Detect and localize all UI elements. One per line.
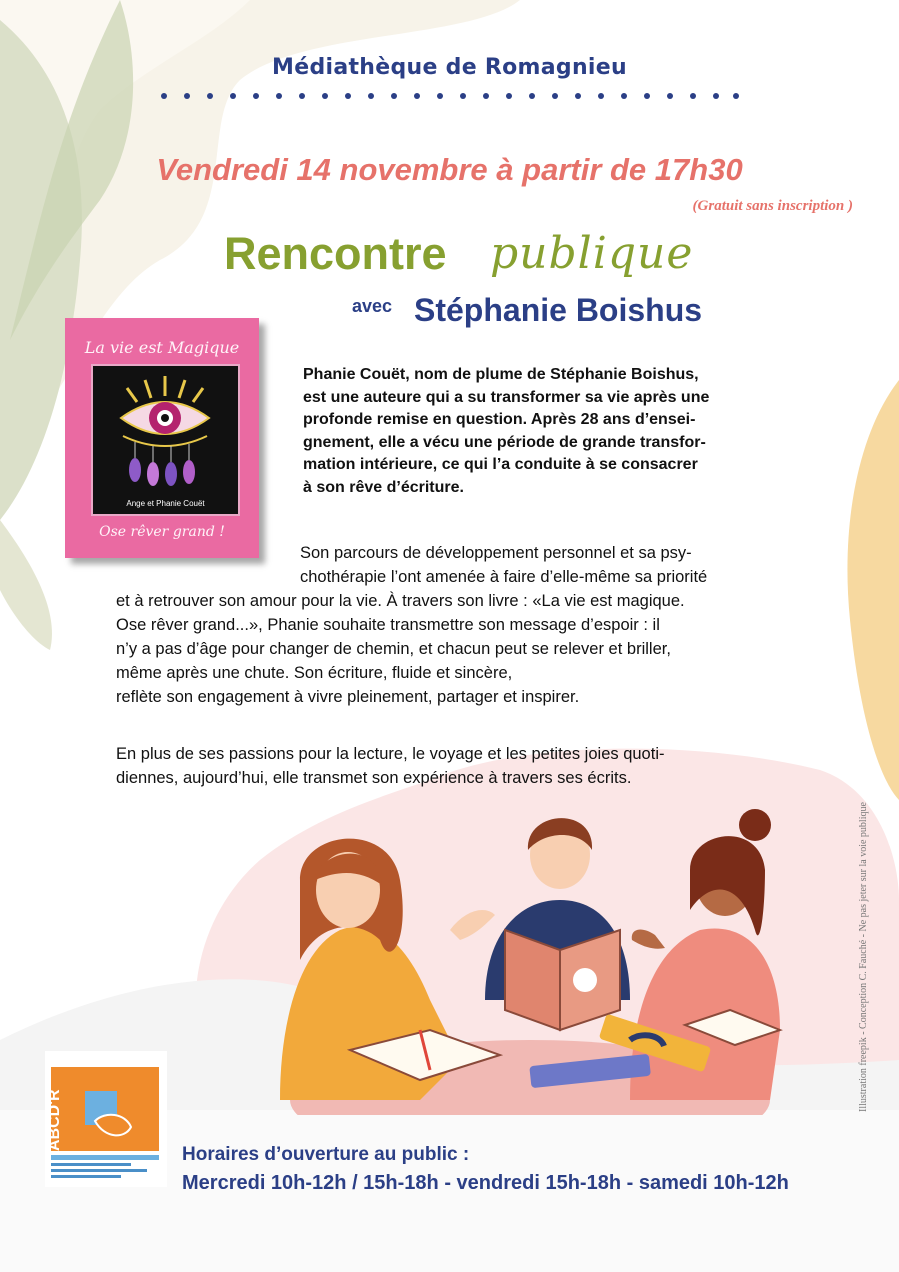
text-line: est une auteure qui a su transformer sa vie après une [303,388,710,406]
book-cover-authors: Ange et Phanie Couët [126,499,205,508]
readers-illustration [260,800,800,1115]
dotted-divider [160,90,740,102]
text-line: chothérapie l’ont amenée à faire d’elle-même sa priorité [300,568,708,586]
library-title: Médiathèque de Romagnieu [272,55,627,80]
free-note: (Gratuit sans inscription ) [692,198,853,214]
text-line: même après une chute. Son écriture, fluide et sincère, [116,664,513,682]
text-line: Son parcours de développement personnel et sa psy- [300,544,692,562]
text-line: Phanie Couët, nom de plume de Stéphanie Boishus, [303,366,699,383]
text-line: n’y a pas d’âge pour changer de chemin, et chacun peut se relever et briller, [116,640,671,658]
text-line: à son rêve d’écriture. [303,478,464,496]
text-line: mation intérieure, ce qui l’a conduite à se consacrer [303,456,698,474]
logo-graphic [45,1051,167,1187]
book-cover-artwork [91,364,240,516]
text-line: Ose rêver grand...», Phanie souhaite transmettre son message d’espoir : il [116,616,660,634]
svg-text:ABCD'R: ABCD'R [46,1089,63,1151]
with-label: avec [352,296,393,316]
opening-hours-title: Horaires d’ouverture au public : [182,1144,470,1165]
credit-text: Illustration freepik - Conception C. Fauché - Ne pas jeter sur la voie publique [858,802,869,1112]
text-line: En plus de ses passions pour la lecture, le voyage et les petites joies quoti- [116,745,665,763]
book-cover-title: La vie est Magique [84,338,240,357]
journey-paragraph-start [300,541,825,589]
event-date: Vendredi 14 novembre à partir de 17h30 [156,152,743,187]
illustration-credit [858,722,874,1112]
passions-paragraph [116,742,826,790]
abcdr-logo [45,1051,167,1187]
intro-paragraph [303,364,825,500]
event-title-main: Rencontre [224,228,447,279]
eye-icon [93,366,238,496]
event-title-script: publique [490,228,694,279]
journey-paragraph-continued [116,589,826,709]
text-line: gnement, elle a vécu une période de grande transfor- [303,433,706,451]
text-line: et à retrouver son amour pour la vie. À travers son livre : «La vie est magique. [116,592,685,610]
book-cover [65,318,259,558]
opening-hours-line: Mercredi 10h-12h / 15h-18h - vendredi 15h-18h - samedi 10h-12h [182,1172,789,1194]
text-line: profonde remise en question. Après 28 ans d’ensei- [303,411,696,429]
text-line: diennes, aujourd’hui, elle transmet son expérience à travers ses écrits. [116,769,632,787]
text-line: reflète son engagement à vivre pleinement, partager et inspirer. [116,688,580,706]
book-cover-subtitle: Ose rêver grand ! [99,524,225,540]
author-name: Stéphanie Boishus [414,292,703,328]
